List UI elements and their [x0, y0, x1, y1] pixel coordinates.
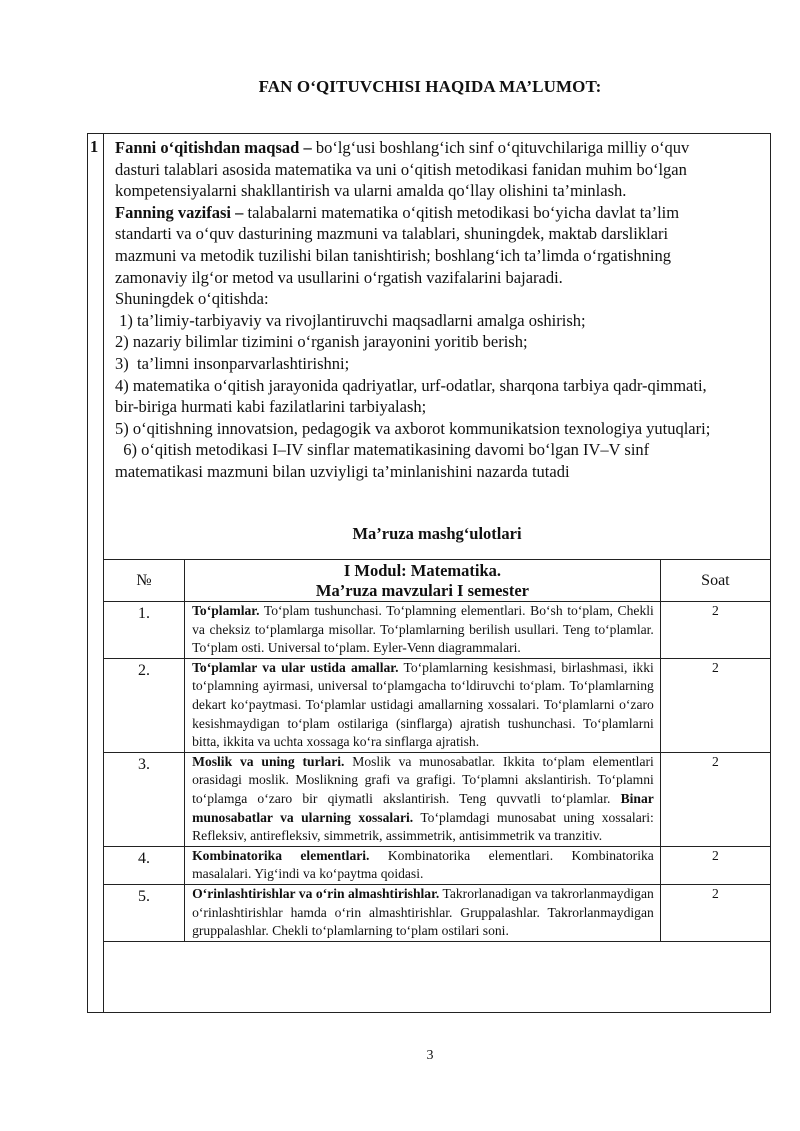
topic-title-2: Binar munosabatlar va ularning xossalari. [192, 790, 654, 825]
row-hours: 2 [660, 884, 770, 941]
col-number-header: № [104, 560, 185, 602]
section-number: 1 [90, 137, 99, 156]
row-number: 1. [104, 602, 185, 659]
row-hours: 2 [660, 752, 770, 846]
topic-title: Kombinatorika elementlari. [192, 847, 370, 863]
topic-title: Moslik va uning turlari. [192, 753, 345, 769]
row-number: 5. [104, 884, 185, 941]
goal-paragraph [115, 137, 730, 202]
table-row [104, 752, 771, 846]
also-line: Shuningdek o‘qitishda: [115, 289, 269, 309]
row-number: 3. [104, 752, 185, 846]
row-number: 2. [104, 658, 185, 752]
task-paragraph [115, 202, 730, 288]
topic-title: O‘rinlashtirishlar va o‘rin almashtirishlar. [192, 885, 440, 901]
table-row [104, 884, 771, 941]
page-number: 3 [426, 1048, 434, 1063]
topic-text-2: To‘plamdagi munosabat uning xossalari: Refleksiv, antirefleksiv, simmetrik, assimmetrik, antisimmetrik va tranzitiv. [192, 809, 654, 844]
table-header-row [104, 560, 771, 602]
list-item: 5) o‘qitishning innovatsion, pedagogik va axborot kommunikatsion texnologiya yutuqlari; [115, 418, 711, 438]
lectures-table [103, 559, 771, 942]
topic-title: To‘plamlar va ular ustida amallar. [192, 659, 399, 675]
topic-text: Kombinatorika elementlari. Kombinatorika masalalari. Yig‘indi va ko‘paytma qoidasi. [192, 847, 654, 882]
list-item: 4) matematika o‘qitish jarayonida qadriyatlar, urf-odatlar, sharqona tarbiya qadr-qimmati, bir-biriga hurmati kabi fazilatlarini tarbiyalash; [115, 375, 707, 417]
section-number-column [88, 134, 104, 1012]
intro-text [115, 137, 730, 483]
task-label: Fanning vazifasi – [115, 202, 244, 222]
list-item: 2) nazariy bilimlar tizimini o‘rganish jarayonini yoritib berish; [115, 332, 528, 352]
topic-text: Moslik va munosabatlar. Ikkita to‘plam elementlari orasidagi moslik. Moslikning grafi va grafigi. To‘plamni akslantirish. To‘plamni to‘plamga o‘zaro bir qiymatli akslantirish. Teng quvvatli to‘plamlar. [192, 753, 654, 806]
topic-text: Takrorlanadigan va takrorlanmaydigan o‘rinlashtirishlar hamda o‘rin almashtirishlar. Gruppalashlar. Takrorlanmaydigan gruppalashlar. Chekli to‘plamlarning to‘plam ostilari soni. [192, 885, 654, 939]
module-title: I Modul: Matematika. [343, 560, 502, 580]
topic-text: To‘plam tushunchasi. To‘plamning elementlari. Bo‘sh to‘plam, Chekli va cheksiz to‘plamlarga misollar. To‘plamlarning berilish usullari. Teng to‘plamlar. To‘plam osti. Universal to‘plam. Eyler-Venn diagrammalari. [192, 603, 654, 656]
goal-label: Fanni o‘qitishdan maqsad – [115, 138, 312, 157]
list-item: 3) ta’limni insonparvarlashtirishni; [115, 353, 350, 373]
row-topic [185, 884, 661, 941]
row-topic [185, 752, 661, 846]
row-hours: 2 [660, 846, 770, 884]
topic-title: To‘plamlar. [192, 603, 260, 618]
module-header [185, 560, 661, 602]
list-item: 6) o‘qitish metodikasi I–IV sinflar matematikasining davomi bo‘lgan IV–V sinf matematikasi mazmuni bilan uzviyligi ta’minlanishini nazarda tutadi [115, 440, 654, 481]
table-row [104, 602, 771, 659]
row-hours: 2 [660, 602, 770, 659]
task-text: talabalarni matematika o‘qitish metodikasi bo‘yicha davlat ta’lim standarti va o‘quv dasturining mazmuni va talablari, shuningdek, maktab darsliklari mazmuni va metodik tuzilishi bilan tanishtirish; boshlang‘ich ta’limda o‘rgatishning zamonaviy ilg‘or metod va usullarini o‘rgatish vazifalarini bajaradi. [115, 202, 680, 287]
list-item: 1) ta’limiy-tarbiyaviy va rivojlantiruvchi maqsadlarni amalga oshirish; [115, 310, 586, 330]
row-topic [185, 846, 661, 884]
lectures-title: Ma’ruza mashg‘ulotlari [352, 524, 522, 543]
col-hours-header: Soat [660, 560, 770, 602]
topic-text: To‘plamlarning kesishmasi, birlashmasi, ikki to‘plamning ayirmasi, universal to‘plamgacha to‘ldiruvchi to‘plam. To‘plamlarning dekart ko‘paytmasi. To‘plamlar ustidagi amallarning xossalari. To‘plamlarni o‘zaro kesishmaydigan to‘plam ostilariga (sinflarga) ajratish tushunchasi. To‘plamlarni bitta, ikkita va uchta xossaga ko‘ra sinflarga ajratish. [192, 659, 654, 750]
row-topic [185, 658, 661, 752]
table-row [104, 658, 771, 752]
goal-text: bo‘lg‘usi boshlang‘ich sinf o‘qituvchilariga milliy o‘quv dasturi talablari asosida matematika va uni o‘qitish metodikasi fanidan muhim bo‘lgan kompetensiyalarni shakllantirish va ularni amalda qo‘llay olishini ta’minlash. [115, 138, 690, 201]
page-title: FAN O‘QITUVCHISI HAQIDA MA’LUMOT: [258, 77, 602, 96]
row-hours: 2 [660, 658, 770, 752]
table-row [104, 846, 771, 884]
module-subtitle: Ma’ruza mavzulari I semester [315, 580, 529, 600]
row-number: 4. [104, 846, 185, 884]
row-topic [185, 602, 661, 659]
